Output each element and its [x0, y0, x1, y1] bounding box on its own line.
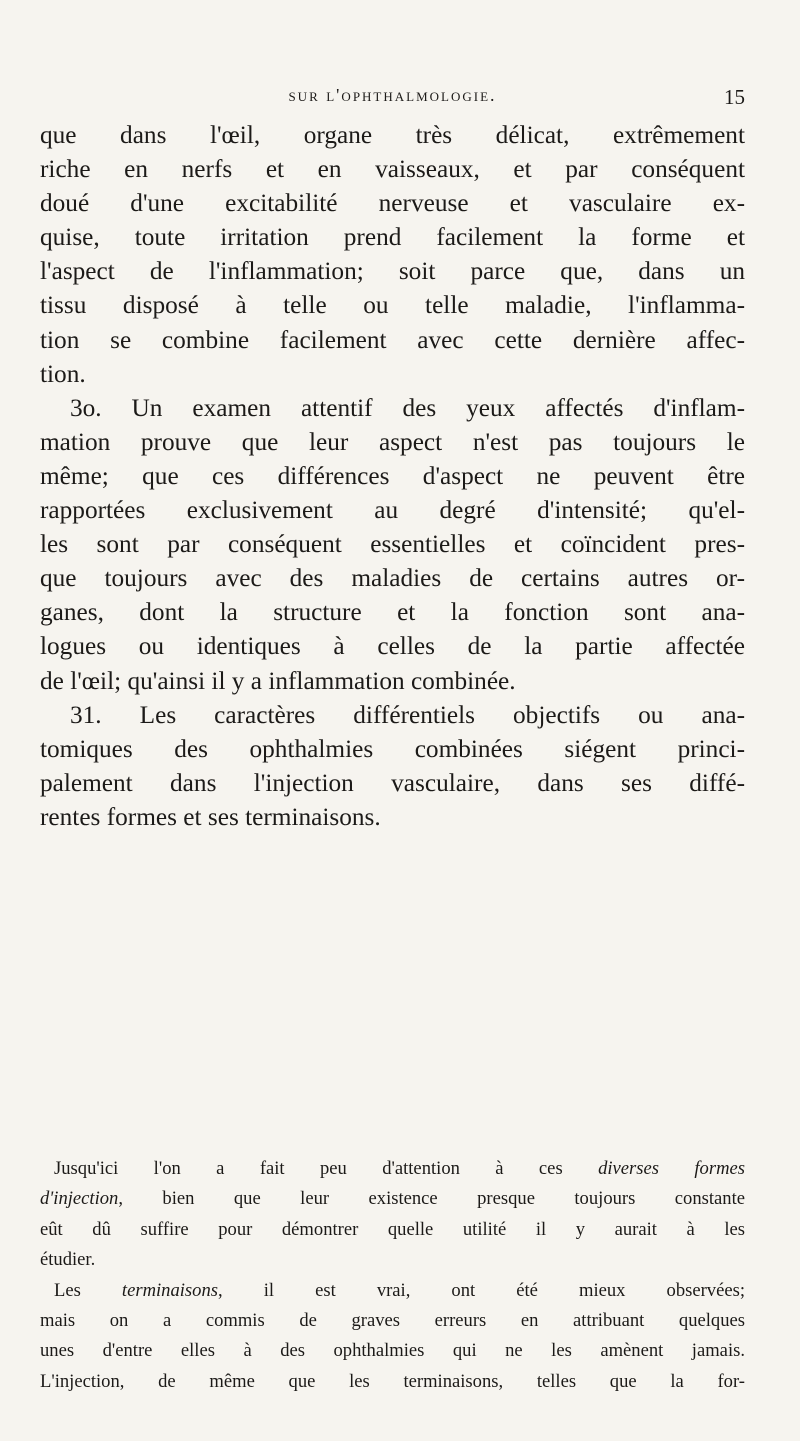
text-line: que dans l'œil, organe très délicat, extrêmement — [40, 121, 745, 149]
text-line: rentes formes et ses terminaisons. — [40, 802, 381, 831]
text-line: de l'œil; qu'ainsi il y a inflammation combinée. — [40, 666, 516, 695]
text-line: tissu disposé à telle ou telle maladie, l'inflamma- — [40, 291, 745, 320]
italic-phrase: terminaisons — [121, 1279, 218, 1301]
text-line: même; que ces différences d'aspect ne peuvent être — [40, 461, 745, 490]
paragraph-31-start: 31. Les caractères différentiels objectifs ou ana- — [70, 700, 745, 729]
note-line: d'injection, bien que leur existence presque toujours constante — [40, 1188, 745, 1210]
note-line: mais on a commis de graves erreurs en attribuant quelques — [40, 1309, 745, 1331]
text-line: logues ou identiques à celles de la partie affectée — [40, 632, 745, 661]
text-line: riche en nerfs et en vaisseaux, et par conséquent — [40, 155, 745, 184]
note-line: étudier. — [40, 1249, 96, 1271]
text-line: ganes, dont la structure et la fonction sont ana- — [40, 598, 745, 627]
running-head — [40, 85, 745, 115]
text-line: les sont par conséquent essentielles et coïncident pres- — [40, 530, 745, 559]
paragraph-30-start: 3o. Un examen attentif des yeux affectés d'inflam- — [70, 393, 745, 422]
text-line: que toujours avec des maladies de certains autres or- — [40, 564, 745, 593]
text-line: quise, toute irritation prend facilement la forme et — [40, 223, 745, 252]
note-text — [40, 1154, 745, 1397]
italic-phrase: d'injection — [40, 1188, 119, 1210]
note-line: L'injection, de même que les terminaisons, telles que la for- — [40, 1370, 745, 1392]
main-text — [40, 118, 745, 834]
note-line: Jusqu'ici l'on a fait peu d'attention à ces diverses formes — [54, 1158, 745, 1179]
text-line: palement dans l'injection vasculaire, dans ses diffé- — [40, 768, 745, 797]
text-line: l'aspect de l'inflammation; soit parce que, dans un — [40, 257, 745, 286]
page-number: 15 — [724, 85, 745, 109]
text-line: tion. — [40, 359, 86, 388]
text-line: doué d'une excitabilité nerveuse et vasculaire ex- — [40, 189, 745, 218]
running-title: sur l'ophthalmologie. — [288, 85, 497, 105]
text-line: rapportées exclusivement au degré d'intensité; qu'el- — [40, 496, 745, 525]
text-line: tomiques des ophthalmies combinées siégent princi- — [40, 734, 745, 763]
text-line: tion se combine facilement avec cette dernière affec- — [40, 325, 745, 354]
text-line: mation prouve que leur aspect n'est pas toujours le — [40, 427, 745, 456]
note-line: unes d'entre elles à des ophthalmies qui ne les amènent jamais. — [40, 1340, 745, 1362]
note-line: eût dû suffire pour démontrer quelle utilité il y aurait à les — [40, 1218, 745, 1240]
italic-phrase: diverses formes — [598, 1158, 745, 1179]
note-line: Les terminaisons, il est vrai, ont été mieux observées; — [54, 1279, 745, 1301]
